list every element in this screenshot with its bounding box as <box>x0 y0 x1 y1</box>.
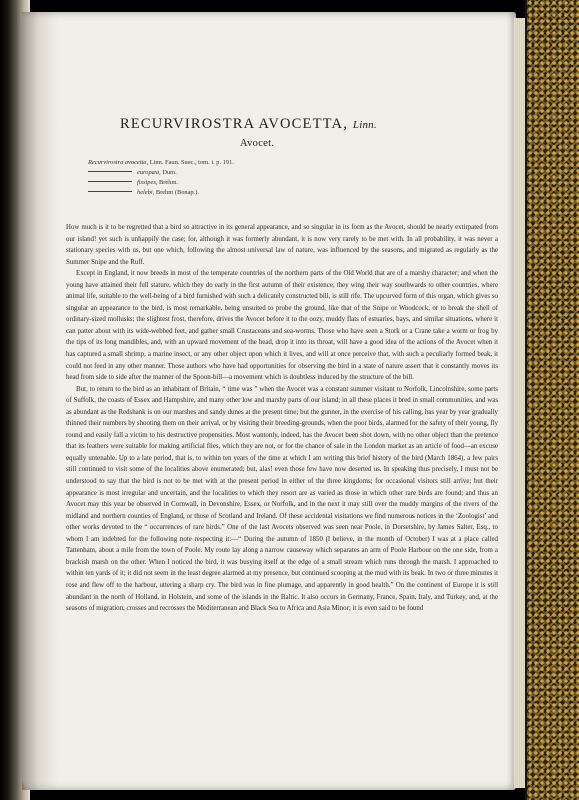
ditto-rule <box>88 171 132 172</box>
ditto-rule <box>88 191 132 192</box>
synonym-entry <box>88 188 234 198</box>
synonymy-list <box>88 158 234 198</box>
synonym-name: helebi, <box>137 189 155 196</box>
species-title <box>120 116 420 133</box>
synonym-name: europæa, <box>137 169 161 176</box>
body-text <box>66 222 498 615</box>
synonym-reference: Brehm. <box>159 179 179 186</box>
paragraph: But, to return to the bird as an inhabitant of Britain, “ time was ” when the Avocet was a constant summer visitant to Norfolk, Lincolnshire, some parts of Suffolk, the coasts of Essex and Hampshire, and many other low and marshy parts of our island; in all these places it bred in small communities, and was as abundant as the Redshank is on our marshes and sandy dunes at the present time; but the gunner, in the exercise of his calling, has year by year gradually thinned their numbers by shooting them on their arrival, or by visiting their breeding-grounds, when the poor birds, alarmed for the safety of their young, fly round and easily fall a victim to his destructive propensities. Most wantonly, indeed, has the Avocet been shot down, with no other object than the pretence that its feathers were suitable for making artificial flies, which they are not, or for the chance of sale in the London market as an article of food—an excuse equally untenable. Up to a late period, that is, to within ten years of the time at which I am writing this brief history of the bird (March 1864), a few pairs still continued to visit some of the localities above enumerated; but, alas! even those few have now deserted us. In speaking thus precisely, I must not be understood to say that the bird is not to be met with at the present period in either of the three kingdoms; for occasional visitors still arrive; but their appearance is most irregular and uncertain, and the localities to which they resort are as varied as those in which other rare birds are found; and thus an Avocet may this year be observed in Cornwall, in Devonshire, Essex, or Norfolk, and in the next it may still over the muddy margins of the rivers of the midland and northern counties of England, or those of Scotland and Ireland. Of these accidental visitations we find numerous notices in the ‘Zoologist’ and other works devoted to the “ occurrences of rare birds.” One of the last Avocets observed was seen near Poole, in Dorsetshire, by James Salter, Esq., to whom I am indebted for the following note respecting it:—“ During the autumn of 1850 (I believe, in the month of October) I was at a place called Tattenham, about a mile from the town of Poole. My route lay along a narrow causeway which separates an arm of Poole Harbour on the one side, from a brackish marsh on the other. When I noticed the bird, it was busying itself at the edge of a small stream which runs through the marsh. I approached to within ten yards of it; it did not seem in the least degree alarmed at my presence, but continued scooping at the mud with its beak. In two or three minutes it rose and flew off to the harbour, uttering a sharp cry. The bird was in fine plumage, and apparently in good health.” On the continent of Europe it is still abundant in the north of Holland, in Holstein, and some of the islands in the Baltic. It also occurs in Germany, France, Spain, Italy, and Turkey, and, at the seasons of migration, crosses and recrosses the Mediterranean and Black Sea to Africa and Asia Minor; it is even said to be found <box>66 385 498 613</box>
synonym-entry <box>88 158 234 168</box>
synonym-name: fissipes, <box>137 179 158 186</box>
synonym-entry <box>88 168 234 178</box>
common-name: Avocet. <box>240 138 275 149</box>
synonym-entry <box>88 178 234 188</box>
paragraph: Except in England, it now breeds in most of the temperate countries of the northern parts of the Old World that are of a marshy character; and when the young have attained their full stature, which they do early in the first autumn of their existence, they wing their way southwards to other countries, where animal life, suitable to the well-being of a bird furnished with such a delicately constructed bill, is still rife. The upcurved form of this organ, which gives so singular an appearance to the bird, is most remarkable, being unsuited to probe the ground, like that of the Snipe or Woodcock, or to break the shell of ordinary-sized mollusks; the slightest frost, therefore, drives the Avocet before it to the oozy, muddy flats of estuaries, bays, and similar situations, where it can patter about with its wide-webbed feet, and gather small Crustaceans and sea-worms. Those who have seen a Stork or a Crane take a worm or frog by the tips of its long mandibles, and, with an upward movement of the head, drop it into its throat, will have a good idea of the actions of the Avocet when it has captured a small shrimp, a marine insect, or any other object upon which it lives, and will at once perceive that, with such a peculiarly formed beak, it could not feed in any other manner. Those authors who have had opportunities for observing the bird in a state of nature assert that it constantly moves its head from side to side after the manner of the Spoon-bill—a movement which is doubtless induced by the structure of the bill. <box>66 270 498 382</box>
paragraph: How much is it to be regretted that a bird so attractive in its general appearance, and so singular in its form as the Avocet, should be nearly extirpated from our island! yet such is unhappily the case; for, although it was formerly abundant, it is now very rarely to be met with. In all probability, it was never a stationary species with us, but one which, following the almost universal law of nature, was influenced by the seasons, and migrated as regularly as the Summer Snipe and the Ruff. <box>66 224 498 266</box>
synonym-reference: Brehm (Bonap.). <box>155 189 199 196</box>
decorative-binding-edge <box>525 0 579 800</box>
ditto-rule <box>88 181 132 182</box>
species-title-author: Linn. <box>352 119 377 131</box>
synonym-reference: Linn. Faun. Suec., tom. i. p. 191. <box>149 159 234 166</box>
species-title-main: RECURVIROSTRA AVOCETTA, <box>120 116 349 132</box>
synonym-reference: Dum. <box>162 169 177 176</box>
synonym-name: Recurvirostra avocetta, <box>88 159 149 166</box>
